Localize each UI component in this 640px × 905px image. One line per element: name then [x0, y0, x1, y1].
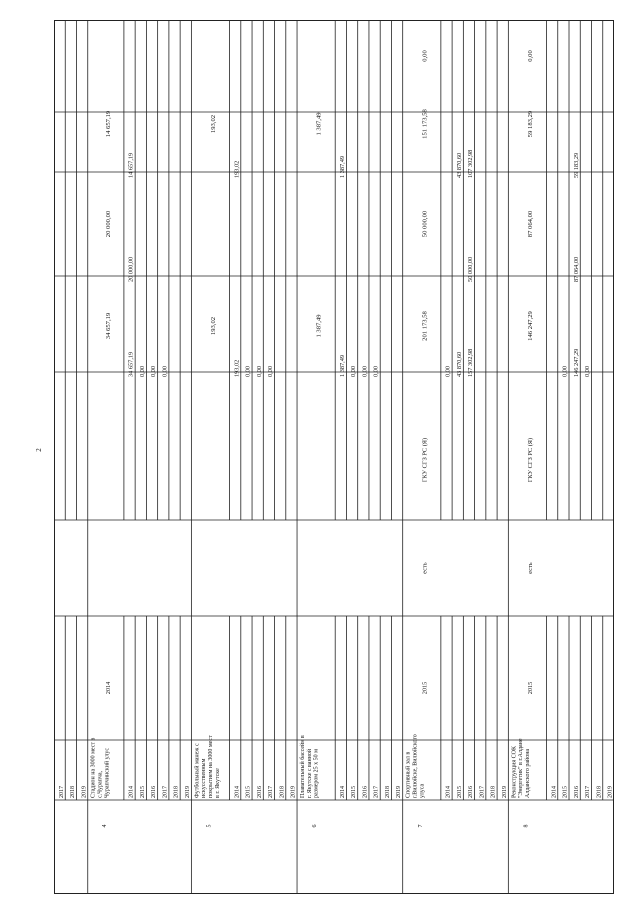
- object-name: "Энергетик" в г.Алдане: [518, 738, 525, 798]
- year-label: 2019: [184, 786, 191, 798]
- col-g-value: 14 657,19: [105, 110, 113, 138]
- year-label: 2017: [162, 786, 169, 798]
- start-year: 2015: [527, 681, 535, 695]
- year-label: 2015: [139, 786, 146, 798]
- year-total-value: 0,00: [161, 365, 169, 377]
- year-label: 2015: [351, 786, 358, 798]
- year-col-g-value: 59 183,29: [572, 152, 580, 178]
- object-name: в г. Якутске: [214, 768, 221, 798]
- year-label: 2016: [362, 786, 369, 798]
- year-col-g-value: 1 387,49: [338, 155, 346, 178]
- year-col-g-value: 193,02: [233, 160, 241, 178]
- total-value: 193,02: [210, 316, 218, 336]
- year-label: 2016: [573, 786, 580, 798]
- year-total-value: 34 657,19: [127, 351, 135, 377]
- page-number: 2: [34, 448, 43, 452]
- year-label: 2018: [490, 786, 497, 798]
- row-number: 8: [523, 824, 530, 828]
- year-total-value: 1 387,49: [338, 354, 346, 377]
- year-label: 2017: [373, 786, 380, 798]
- year-total-value: 0,00: [372, 365, 380, 377]
- year-label: 2017: [58, 786, 65, 798]
- year-label: 2018: [596, 786, 603, 798]
- object-name: улуса: [419, 783, 426, 798]
- start-year: 2014: [105, 681, 113, 695]
- total-value: 34 657,19: [105, 312, 113, 340]
- year-total-value: 0,00: [350, 365, 358, 377]
- docs-status: есть: [421, 562, 429, 574]
- year-total-value: 193,02: [233, 359, 241, 377]
- year-label: 2019: [501, 786, 508, 798]
- year-label: 2017: [268, 786, 275, 798]
- year-total-value: 43 870,60: [455, 351, 463, 377]
- object-name: искусственным: [201, 758, 208, 798]
- row-number: 5: [206, 824, 213, 828]
- object-name: Плавательный бассейн в: [300, 735, 307, 798]
- year-label: 2016: [256, 786, 263, 798]
- customer: ГКУ СГЗ РС (Я): [527, 437, 535, 483]
- year-label: 2018: [279, 786, 286, 798]
- total-value: 1 387,49: [315, 314, 323, 338]
- year-col-g-value: 43 870,60: [455, 152, 463, 178]
- col-g-value: 193,02: [210, 114, 218, 134]
- year-col-f-value: 87 064,00: [572, 256, 580, 282]
- year-total-value: 146 247,29: [572, 348, 580, 377]
- year-label: 2014: [551, 786, 558, 798]
- object-name: с.Чурапча,: [97, 770, 104, 798]
- col-f-value: 87 064,00: [527, 210, 535, 238]
- object-name: покрытием на 3000 мест: [207, 735, 214, 798]
- customer: ГКУ СГЗ РС (Я): [421, 437, 429, 483]
- object-name: Алданского района: [524, 748, 531, 798]
- year-label: 2018: [173, 786, 180, 798]
- year-label: 2014: [128, 786, 135, 798]
- year-label: 2015: [456, 786, 463, 798]
- row-number: 7: [417, 824, 424, 828]
- object-name: Футбольный манеж с: [194, 743, 201, 798]
- year-label: 2017: [479, 786, 486, 798]
- year-label: 2014: [234, 786, 241, 798]
- start-year: 2015: [421, 681, 429, 695]
- year-total-value: 0,00: [444, 365, 452, 377]
- year-label: 2019: [396, 786, 403, 798]
- total-value: 146 247,29: [527, 311, 535, 341]
- object-name: размером 25 x 50 м: [313, 749, 320, 798]
- year-label: 2019: [607, 786, 614, 798]
- col-g-value: 1 387,49: [315, 112, 323, 136]
- row-number: 4: [101, 824, 108, 828]
- year-total-value: 0,00: [267, 365, 275, 377]
- year-col-g-value: 107 302,98: [467, 149, 475, 178]
- year-label: 2018: [70, 786, 77, 798]
- year-total-value: 157 302,98: [467, 348, 475, 377]
- row-number: 6: [312, 824, 319, 828]
- year-label: 2015: [562, 786, 569, 798]
- year-total-value: 0,00: [255, 365, 263, 377]
- year-label: 2015: [245, 786, 252, 798]
- object-name: г. Якутске с ванной: [306, 748, 313, 798]
- year-total-value: 0,00: [244, 365, 252, 377]
- table-svg: [54, 20, 614, 894]
- object-name: Чурапчинский улус: [104, 747, 111, 798]
- year-col-g-value: 14 657,19: [127, 152, 135, 178]
- col-g-value: 151 173,58: [421, 109, 429, 139]
- docs-status: есть: [527, 562, 535, 574]
- year-total-value: 0,00: [361, 365, 369, 377]
- year-col-f-value: 20 000,00: [127, 256, 135, 282]
- year-label: 2016: [468, 786, 475, 798]
- object-name: Реконструкция СОК: [511, 746, 518, 798]
- year-total-value: 0,00: [584, 365, 592, 377]
- year-label: 2014: [339, 786, 346, 798]
- year-label: 2016: [151, 786, 158, 798]
- total-value: 201 173,58: [421, 311, 429, 341]
- object-name: г.Вилюйске, Вилюйского: [412, 734, 419, 798]
- year-label: 2018: [384, 786, 391, 798]
- object-name: Спортивный зал в: [405, 751, 412, 798]
- year-total-value: 0,00: [561, 365, 569, 377]
- year-label: 2014: [445, 786, 452, 798]
- year-label: 2019: [290, 786, 297, 798]
- col-h-value: 0,00: [527, 50, 535, 62]
- year-col-f-value: 50 000,00: [467, 256, 475, 282]
- year-label: 2019: [81, 786, 88, 798]
- year-total-value: 0,00: [150, 365, 158, 377]
- object-name: Стадион на 3000 мест в: [90, 737, 97, 798]
- col-f-value: 50 000,00: [421, 210, 429, 238]
- year-label: 2017: [585, 786, 592, 798]
- col-g-value: 59 183,29: [527, 110, 535, 138]
- rotated-table: [54, 20, 614, 894]
- col-f-value: 20 000,00: [105, 210, 113, 238]
- col-h-value: 0,00: [421, 50, 429, 62]
- year-total-value: 0,00: [138, 365, 146, 377]
